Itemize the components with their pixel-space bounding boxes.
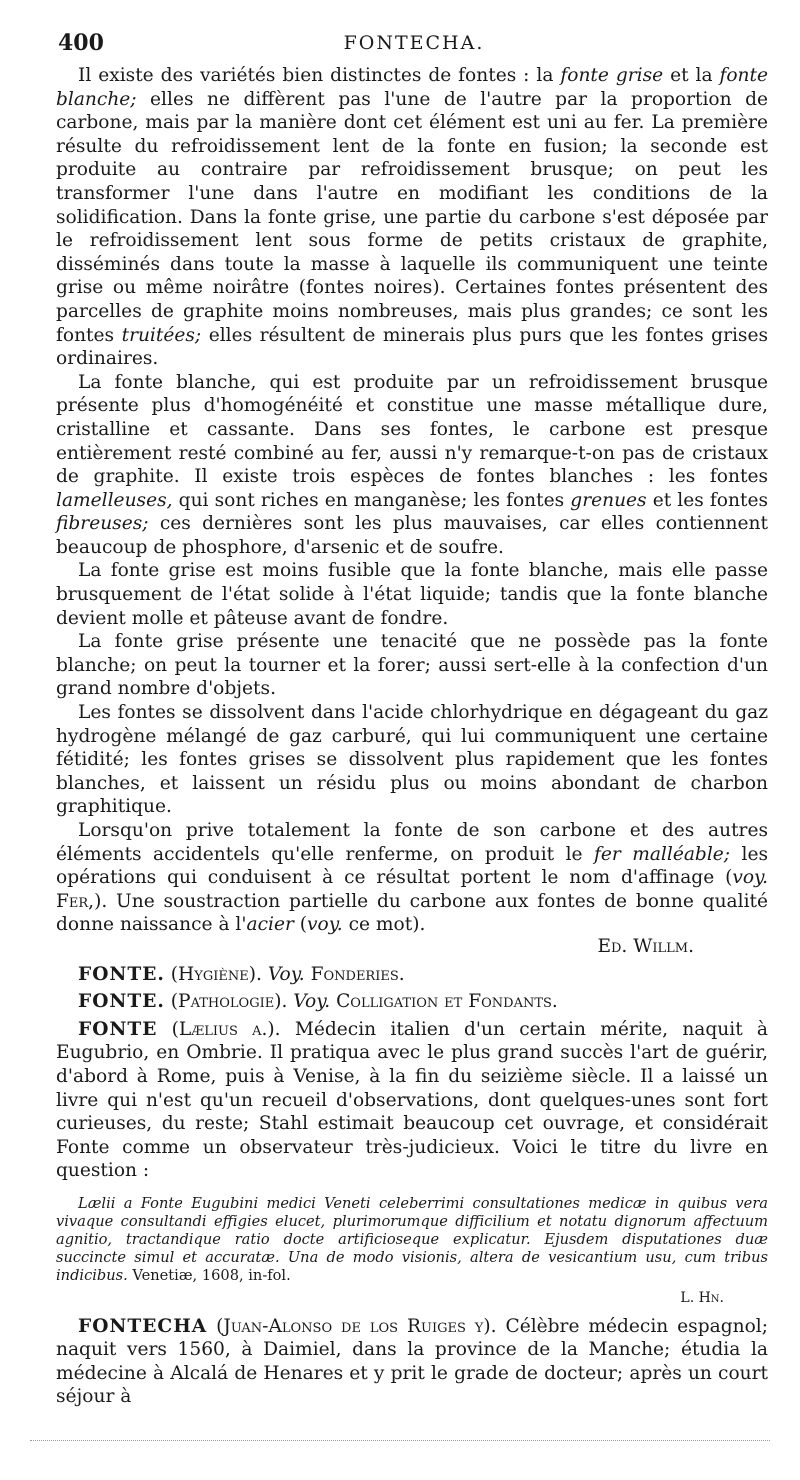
text: ). Une soustraction partielle du carbone aux fontes de bonne qualité donne naissance à l' — [56, 890, 768, 936]
quote-text — [56, 1195, 768, 1285]
text: ces dernières sont les plus mauvaises, car elles contiennent beaucoup de phosphore, d'arsenic et de soufre. — [56, 513, 768, 558]
text: La fonte blanche, qui est produite par un refroidissement brusque présente plus d'homogénéité et constitue une masse métallique dure, cristalline et cassante. Dans ses fontes, le carbone est presque entièrement resté combiné au fer, aussi n'y remarque-t-on pas de cristaux de graphite. Il existe trois espèces de fontes blanches : les fontes — [56, 371, 768, 488]
headword: FONTE. — [78, 991, 165, 1013]
article-body — [56, 64, 768, 1409]
author-signature: Ed. Willm. — [597, 935, 694, 957]
cross-reference: Colligation et Fondants. — [330, 991, 558, 1013]
entry-fonte-pathologie — [56, 990, 768, 1014]
entry-fontecha — [56, 1315, 768, 1409]
page-number: 400 — [58, 30, 104, 56]
italic-term: fibreuses; — [56, 513, 149, 535]
text: et la — [663, 65, 720, 86]
text: elles ne diffèrent pas l'une de l'autre par la proportion de carbone, mais par la manière dont cet élément est uni au fer. La première résulte du refroidissement lent de la fonte en fusion; la seconde est produite au contraire par refroidissement brusque; on peut les transformer l'une dans l'autre en modifiant les conditions de la solidification. Dans la fonte grise, une partie du carbone s'est déposée par le refroidissement lent sous forme de petits cristaux de graphite, disséminés dans toute la masse à laquelle ils communiquent une teinte grise ou même noirâtre (fontes noires). Certaines fontes présentent des parcelles de graphite moins nombreuses, mais plus grandes; ce sont les fontes — [56, 88, 768, 346]
italic-term: Voy. — [293, 991, 331, 1013]
entry-fonte-lelius — [56, 1018, 768, 1183]
running-head: FONTECHA. — [343, 32, 485, 54]
italic-term: grenues — [570, 489, 647, 511]
entry-qualifier: (Lælius a.). — [157, 1018, 281, 1040]
text: ce mot). — [342, 914, 426, 936]
cross-reference: Fer, — [56, 890, 95, 912]
text: elles résultent de minerais plus purs que les fontes grises ordinaires. — [56, 324, 768, 370]
text: Lorsqu'on prive totalement la fonte de son carbone et des autres éléments accidentels qu'elle renferme, on produit le — [56, 820, 768, 865]
italic-term: fonte blanche; — [56, 65, 769, 110]
paragraph-6 — [56, 819, 768, 937]
italic-term: truitées; — [121, 324, 202, 346]
headword: FONTE. — [78, 963, 165, 985]
italic-term: voy. — [307, 914, 343, 936]
author-signature: L. Hn. — [680, 1289, 724, 1306]
italic-term: acier — [246, 914, 294, 936]
headword: FONTECHA — [78, 1315, 208, 1337]
paragraph-4: La fonte grise présente une tenacité que ne possède pas la fonte blanche; on peut la tourner et la forer; aussi sert-elle à la confection d'un grand nombre d'objets. — [56, 631, 768, 700]
italic-term: fonte grise — [560, 65, 664, 86]
publication-info: Venetiæ, 1608, in-fol. — [127, 1266, 291, 1284]
footer-rule — [30, 1440, 770, 1441]
italic-term: voy. — [732, 867, 768, 889]
text: Médecin italien d'un certain mérite, naquit à Eugubrio, en Ombrie. Il pratiqua avec le plus grand succès l'art de guérir, d'abord à Rome, puis à Venise, à la fin du seizième siècle. Il a laissé un livre qui n'est qu'un recueil d'observations, dont quelques-unes sont fort curieuses, du reste; Stahl estimait beaucoup cet ouvrage, et considérait Fonte comme un observateur très-judicieux. Voici le titre du livre en question : — [56, 1018, 769, 1182]
italic-title: Lælii a Fonte Eugubini medici Veneti celeberrimi consultationes medicæ in quibus vera vivaque consultandi effigies elucet, plurimorumque difficilium et notatu dignorum affectuum agnitio, tractandique ratio docte artificioseque explicatur. Ejusdem disputationes duæ succincte simul et accuratæ. Una de modo visionis, altera de vesicantium usu, cum tribus indicibus. — [56, 1194, 768, 1284]
cross-reference: Fonderies. — [304, 963, 405, 985]
text: Célèbre médecin espagnol; naquit vers 1560, à Daimiel, dans la province de la Manche; étudia la médecine à Alcalá de Henares et y prit le grade de docteur; après un court séjour à — [56, 1315, 769, 1408]
italic-term: fer malléable; — [593, 843, 731, 865]
text: et les fontes — [646, 489, 768, 511]
page-header — [58, 28, 770, 58]
paragraph-3: La fonte grise est moins fusible que la fonte blanche, mais elle passe brusquement de l'état solide à l'état liquide; tandis que la fonte blanche devient molle et pâteuse avant de fondre. — [56, 560, 768, 629]
paragraph-5: Les fontes se dissolvent dans l'acide chlorhydrique en dégageant du gaz hydrogène mélangé de gaz carburé, qui lui communiquent une certaine fétidité; les fontes grises se dissolvent plus rapidement que les fontes blanches, et laissent un résidu plus ou moins abondant de charbon graphitique. — [56, 702, 768, 818]
entry-qualifier: (Pathologie). — [164, 991, 294, 1013]
text: Il existe des variétés bien distinctes de fontes : la — [78, 65, 561, 86]
italic-term: Voy. — [267, 963, 305, 985]
book-title-quote — [56, 1195, 768, 1285]
paragraph-2 — [56, 371, 768, 560]
text: les opérations qui conduisent à ce résultat portent le nom d'affinage ( — [56, 843, 768, 889]
text: ( — [293, 914, 308, 936]
entry-fonte-hygiene — [56, 963, 768, 987]
headword: FONTE — [78, 1018, 158, 1040]
entry-qualifier: (Hygiène). — [164, 963, 268, 985]
text: qui sont riches en manganèse; les fontes — [172, 489, 571, 511]
italic-term: lamelleuses, — [56, 489, 173, 511]
paragraph-1 — [56, 64, 768, 371]
entry-qualifier: (Juan-Alonso de los Ruiges y). — [207, 1315, 497, 1337]
